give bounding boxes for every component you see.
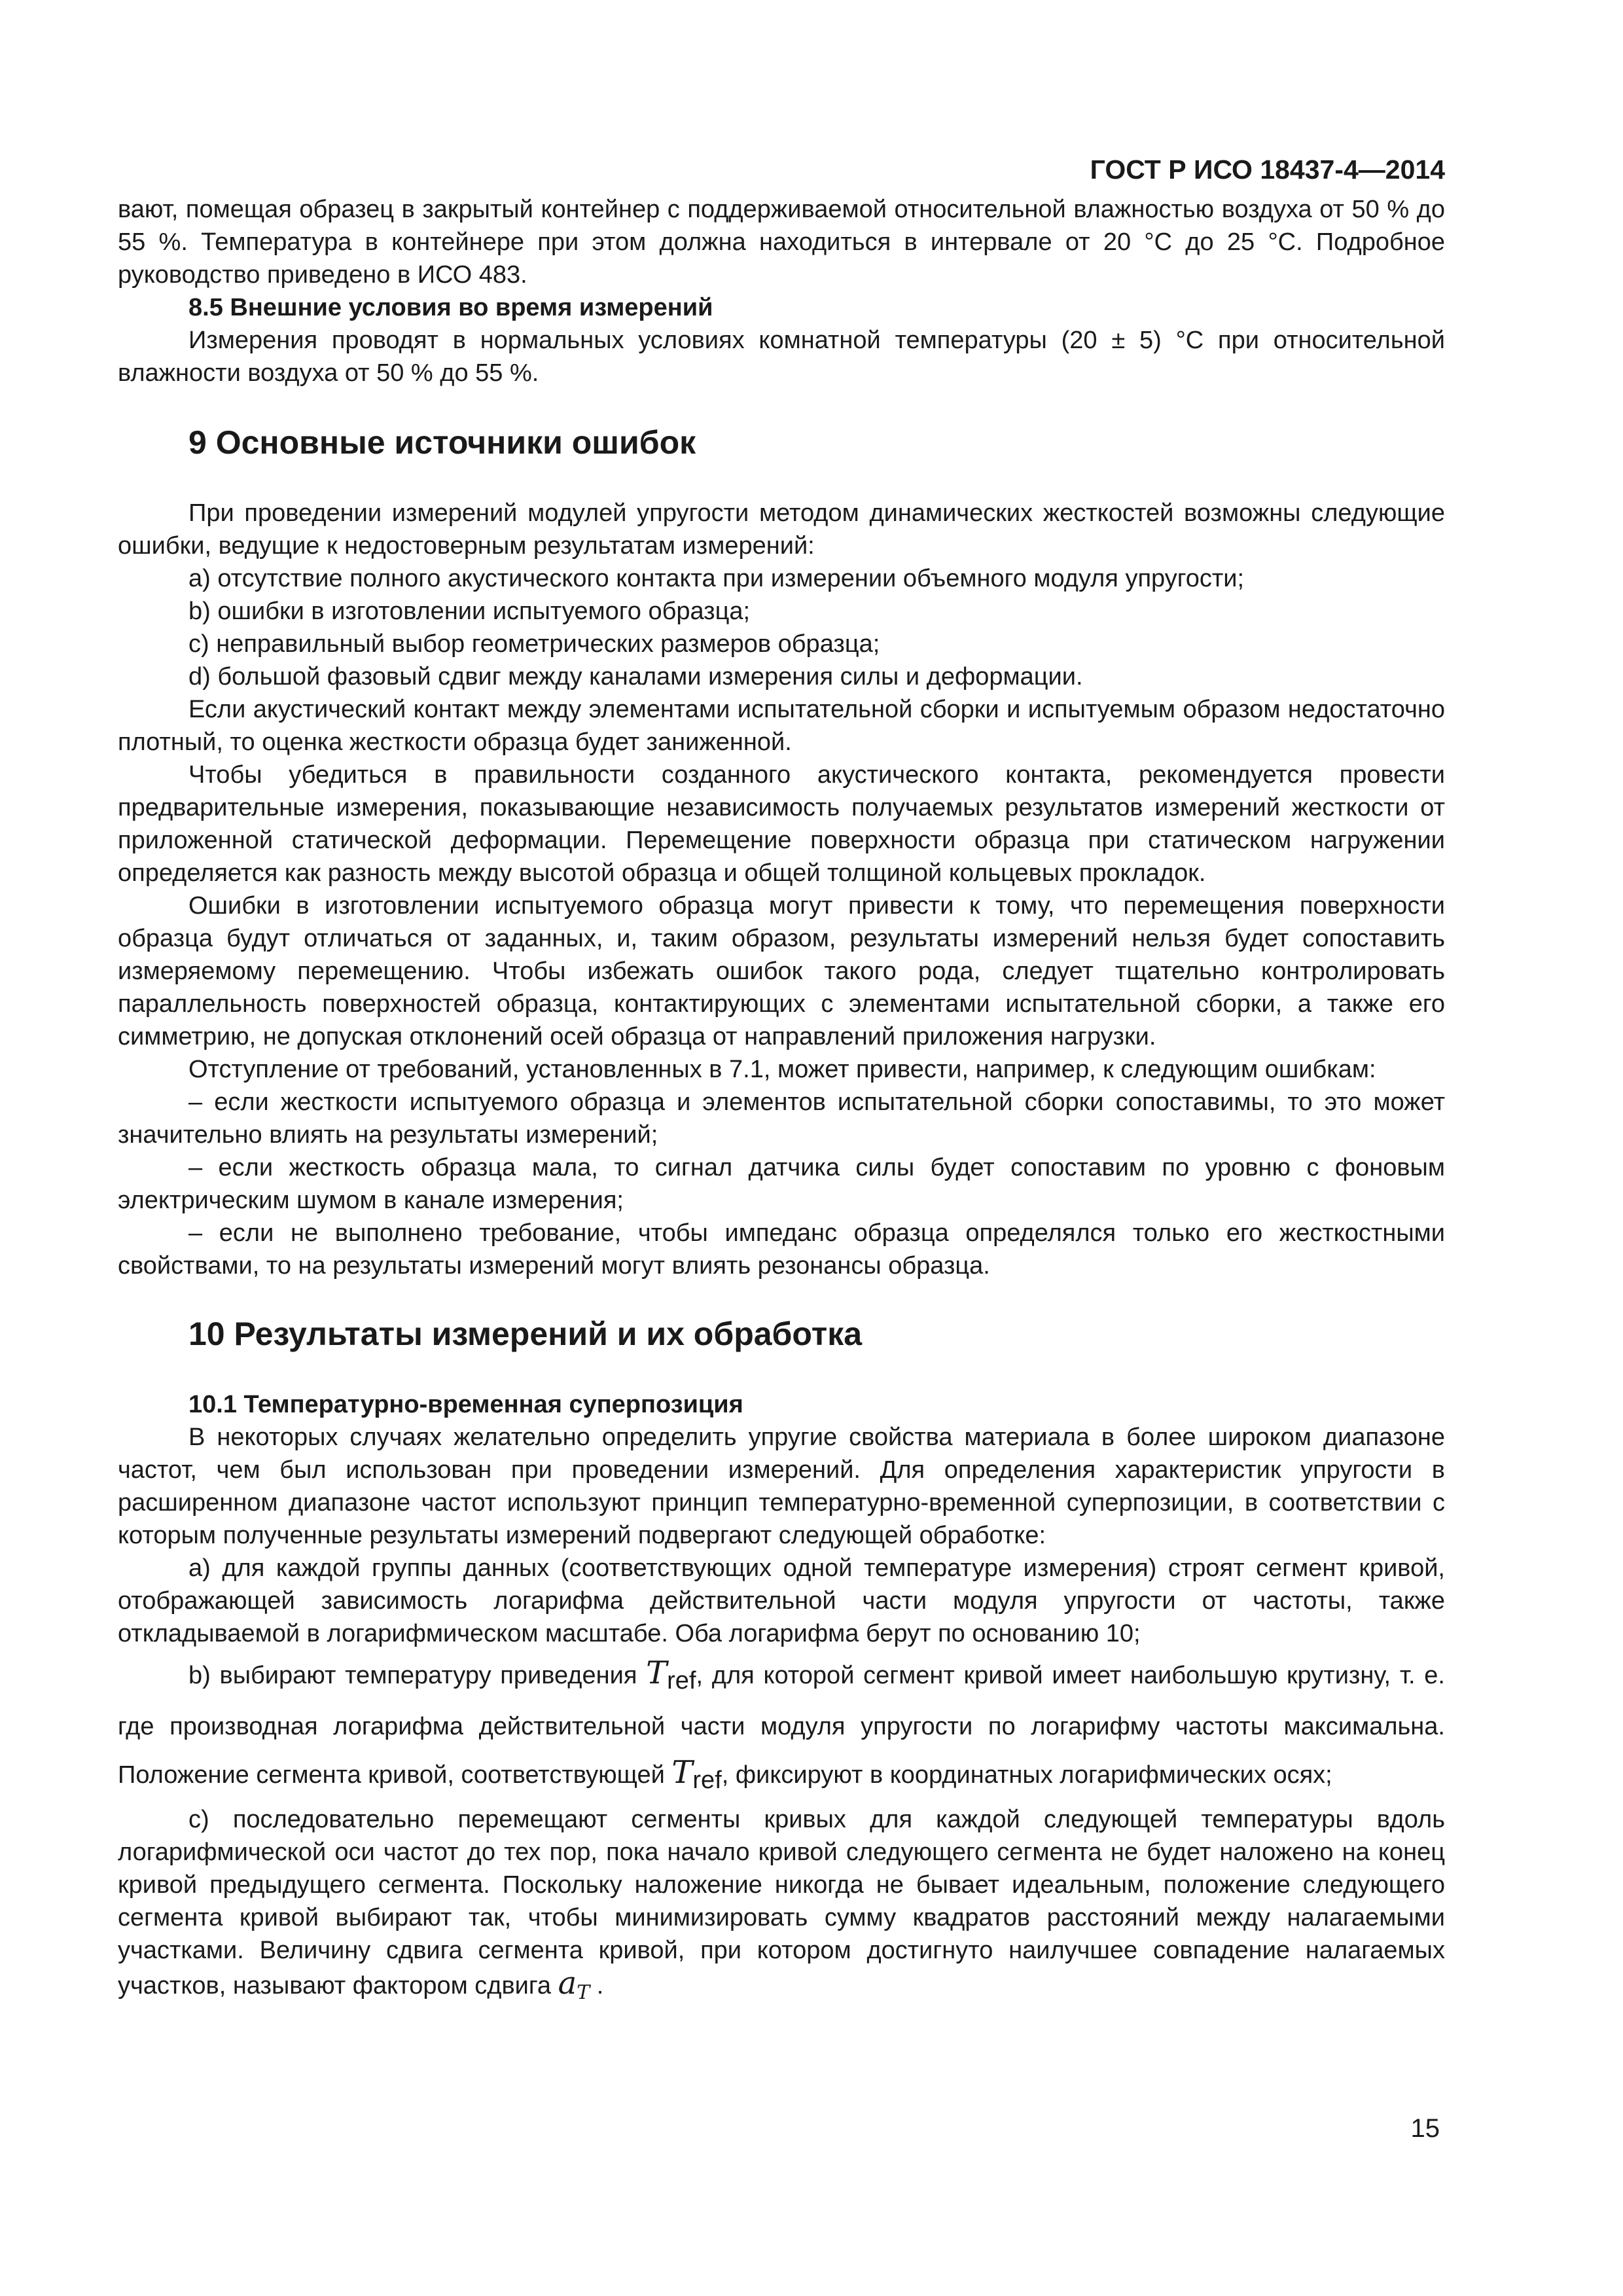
section-8-5-text: Измерения проводят в нормальных условиях комнатной температуры (20 ± 5) °С при относительной влажности воздуха от 50 % до 55 %. (118, 327, 1445, 387)
paragraph-continuation: вают, помещая образец в закрытый контейнер с поддерживаемой относительной влажностью воздуха от 50 % до 55 %. Температура в контейнере при этом должна находиться в интервале от 20 °С до 25 °С. Подробное руководство приведено в ИСО 483. (118, 196, 1445, 289)
dash-item-2: – если жесткость образца мала, то сигнал датчика силы будет сопоставим по уровню с фоновым электрическим шумом в канале измерения; (118, 1154, 1445, 1214)
list-item-b: b) ошибки в изготовлении испытуемого образца; (188, 598, 751, 625)
list-item-10-b (118, 1650, 1445, 1803)
dash-item-3: – если не выполнено требование, чтобы импеданс образца определялся только его жесткостными свойствами, то на результаты измерений могут влиять резонансы образца. (118, 1219, 1445, 1280)
list-item-10-b-part-1: b) выбирают температуру приведения (188, 1662, 647, 1689)
section-9-paragraph-1: Если акустический контакт между элементами испытательной сборки и испытуемым образом недостаточно плотный, то оценка жесткости образца будет заниженной. (118, 696, 1445, 756)
list-item-10-c-part-1: c) последовательно перемещают сегменты кривых для каждой следующей температуры вдоль логарифмической оси частот до тех пор, пока начало кривой следующего сегмента не будет наложено на конец кривой предыдущего сегмента. Поскольку наложение никогда не бывает идеальным, положение следующего сегмента кривой выбирают так, чтобы минимизировать сумму квадратов расстояний между налагаемыми участками. Величину сдвига сегмента кривой, при котором достигнуто наилучшее совпадение налагаемых участков, называют фактором сдвига (118, 1806, 1445, 2000)
section-9-paragraph-2: Чтобы убедиться в правильности созданного акустического контакта, рекомендуется провести предварительные измерения, показывающие независимость получаемых результатов измерений жесткости от приложенной статической деформации. Перемещение поверхности образца при статическом нагружении определяется как разность между высотой образца и общей толщиной кольцевых прокладок. (118, 761, 1445, 887)
section-9-paragraph-3: Ошибки в изготовлении испытуемого образца могут привести к тому, что перемещения поверхности образца будут отличаться от заданных, и, таким образом, результаты измерений нельзя будет сопоставить измеряемому перемещению. Чтобы избежать ошибок такого рода, следует тщательно контролировать параллельность поверхностей образца, контактирующих с элементами испытательной сборки, а также его симметрию, не допуская отклонений осей образца от направлений приложения нагрузки. (118, 892, 1445, 1050)
list-item-10-a: a) для каждой группы данных (соответствующих одной температуре измерения) строят сегмент кривой, отображающей зависимость логарифма действительной части модуля упругости от частоты, также откладываемой в логарифмическом масштабе. Оба логарифма берут по основанию 10; (118, 1554, 1445, 1647)
section-9-intro: При проведении измерений модулей упругости методом динамических жесткостей возможны следующие ошибки, ведущие к недостоверным результатам измерений: (118, 499, 1445, 560)
list-item-10-b-part-2: , для которой сегмент кривой имеет наибольшую крутизну, т. е. где производная логарифма действительной части модуля упругости по логарифму частоты максимальна. Положение сегмента кривой, соответствующей (118, 1662, 1445, 1789)
standard-designation: ГОСТ Р ИСО 18437-4—2014 (1090, 154, 1445, 185)
list-item-d: d) большой фазовый сдвиг между каналами измерения силы и деформации. (188, 663, 1083, 691)
section-9-heading: 9 Основные источники ошибок (188, 424, 696, 461)
dash-item-1: – если жесткости испытуемого образца и элементов испытательной сборки сопоставимы, то это может значительно влиять на результаты измерений; (118, 1088, 1445, 1149)
t-ref-symbol-2: $T_{ref}$ (671, 1754, 722, 1794)
page-number: 15 (1410, 2114, 1440, 2143)
section-9-paragraph-4: Отступление от требований, установленных в 7.1, может привести, например, к следующим ошибкам: (188, 1056, 1376, 1083)
t-ref-symbol: $T_{ref}$ (646, 1655, 696, 1695)
list-item-10-b-part-3: , фиксируют в координатных логарифмических осях; (721, 1761, 1332, 1789)
list-item-10-c (118, 1803, 1445, 2009)
section-8-5-title: 8.5 Внешние условия во время измерений (188, 294, 713, 321)
list-item-10-c-part-2: . (590, 1972, 604, 2000)
page-content (118, 193, 1445, 2009)
list-item-a: a) отсутствие полного акустического контакта при измерении объемного модуля упругости; (188, 565, 1245, 592)
section-10-heading: 10 Результаты измерений и их обработка (188, 1316, 863, 1352)
shift-factor-symbol: $a_T$ (558, 1965, 590, 2004)
section-10-1-title: 10.1 Температурно-временная суперпозиция (188, 1391, 743, 1418)
list-item-c: c) неправильный выбор геометрических размеров образца; (188, 630, 880, 658)
section-10-1-intro: В некоторых случаях желательно определить упругие свойства материала в более широком диапазоне частот, чем был использован при проведении измерений. Для определения характеристик упругости в расширенном диапазоне частот используют принцип температурно-временной суперпозиции, в соответствии с которым полученные результаты измерений подвергают следующей обработке: (118, 1424, 1445, 1549)
